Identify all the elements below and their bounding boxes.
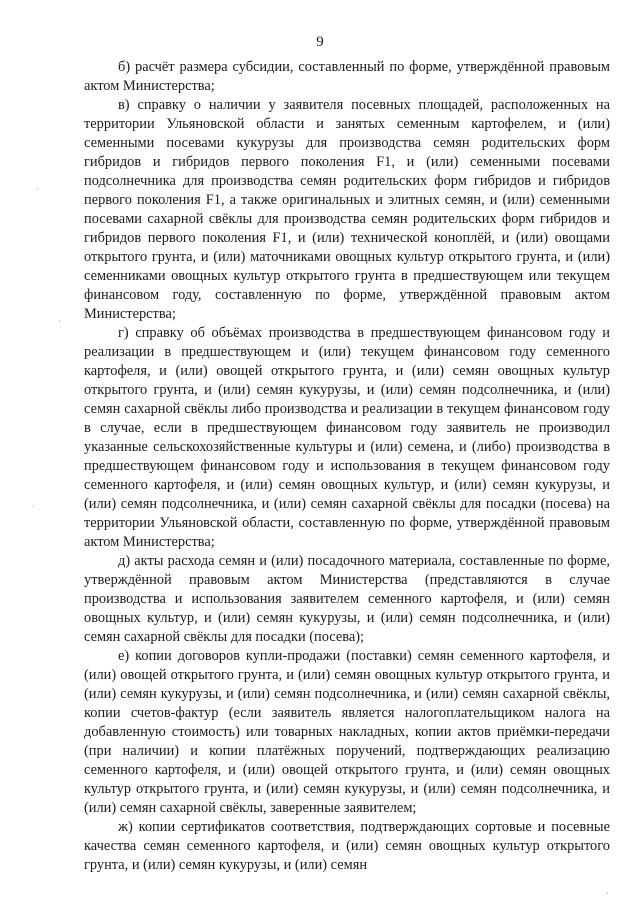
paragraph-b: б) расчёт размера субсидии, составленный по форме, утверждённой правовым актом Министерства; [84, 59, 610, 94]
paragraph-e: е) копии договоров купли-продажи (поставки) семян семенного картофеля, и (или) овощей открытого грунта, и (или) семян овощных культур открытого грунта, и (или) семян кукурузы, и (или) семян подсолнечника, и (или) семян сахарной свёклы, копии счетов-фактур (если заявитель является налогоплательщиком налога на добавленную стоимость) или товарных накладных, копии актов приёмки-передачи (при наличии) и копии платёжных поручений, подтверждающих реализацию семенного картофеля, и (или) овощей открытого грунта, и (или) семян овощных культур открытого грунта, и (или) семян кукурузы, и (или) семян подсолнечника, и (или) семян сахарной свёклы, заверенные заявителем; [84, 648, 610, 816]
scan-speck: · [32, 502, 35, 512]
scan-speck: · [606, 889, 609, 899]
scan-speck: · [58, 317, 61, 327]
paragraph-zh: ж) копии сертификатов соответствия, подтверждающих сортовые и посевные качества семян семенного картофеля, и (или) семян овощных культур открытого грунта, и (или) семян кукурузы, и (или) семян [84, 819, 610, 873]
paragraph-g: г) справку об объёмах производства в предшествующем финансовом году и реализации в предшествующем и (или) текущем финансовом году семенного картофеля, и (или) овощей открытого грунта, и (или) семян овощных культур открытого грунта, и (или) семян кукурузы, и (или) семян подсолнечника, и (или) семян сахарной свёклы либо производства и реализации в текущем финансовом году в случае, если в предшествующем финансовом году заявитель не производил указанные сельскохозяйственные культуры и (или) семена, и (либо) производства в предшествующем финансовом году и использования в текущем финансовом году семенного картофеля, и (или) семян овощных культур, и (или) семян кукурузы, и (или) семян подсолнечника, и (или) семян сахарной свёклы для посадки (посева) на территории Ульяновской области, составленную по форме, утверждённой правовым актом Министерства; [84, 325, 610, 550]
page-number: 9 [316, 34, 324, 50]
document-body [84, 58, 610, 875]
paragraph-d: д) акты расхода семян и (или) посадочного материала, составленные по форме, утверждённой правовым актом Министерства (представляются в случае производства и использования заявителем семенного картофеля, и (или) семян овощных культур, и (или) семян кукурузы, и (или) семян подсолнечника, и (или) семян сахарной свёклы для посадки (посева); [84, 553, 610, 645]
scan-speck: · [36, 185, 39, 195]
paragraph-v: в) справку о наличии у заявителя посевных площадей, расположенных на территории Ульяновской области и занятых семенным картофелем, и (или) семенными посевами кукурузы для производства семян родительских форм гибридов и гибридов первого поколения F1, и (или) семенными посевами подсолнечника для производства семян родительских форм гибридов и гибридов первого поколения F1, а также оригинальных и элитных семян, и (или) семенными посевами сахарной свёклы для производства семян родительских форм гибридов и гибридов первого поколения F1, и (или) технической коноплёй, и (или) овощами открытого грунта, и (или) маточниками овощных культур открытого грунта, и (или) семенниками овощных культур открытого грунта в предшествующем или текущем финансовом году, составленную по форме, утверждённой правовым актом Министерства; [84, 97, 610, 322]
